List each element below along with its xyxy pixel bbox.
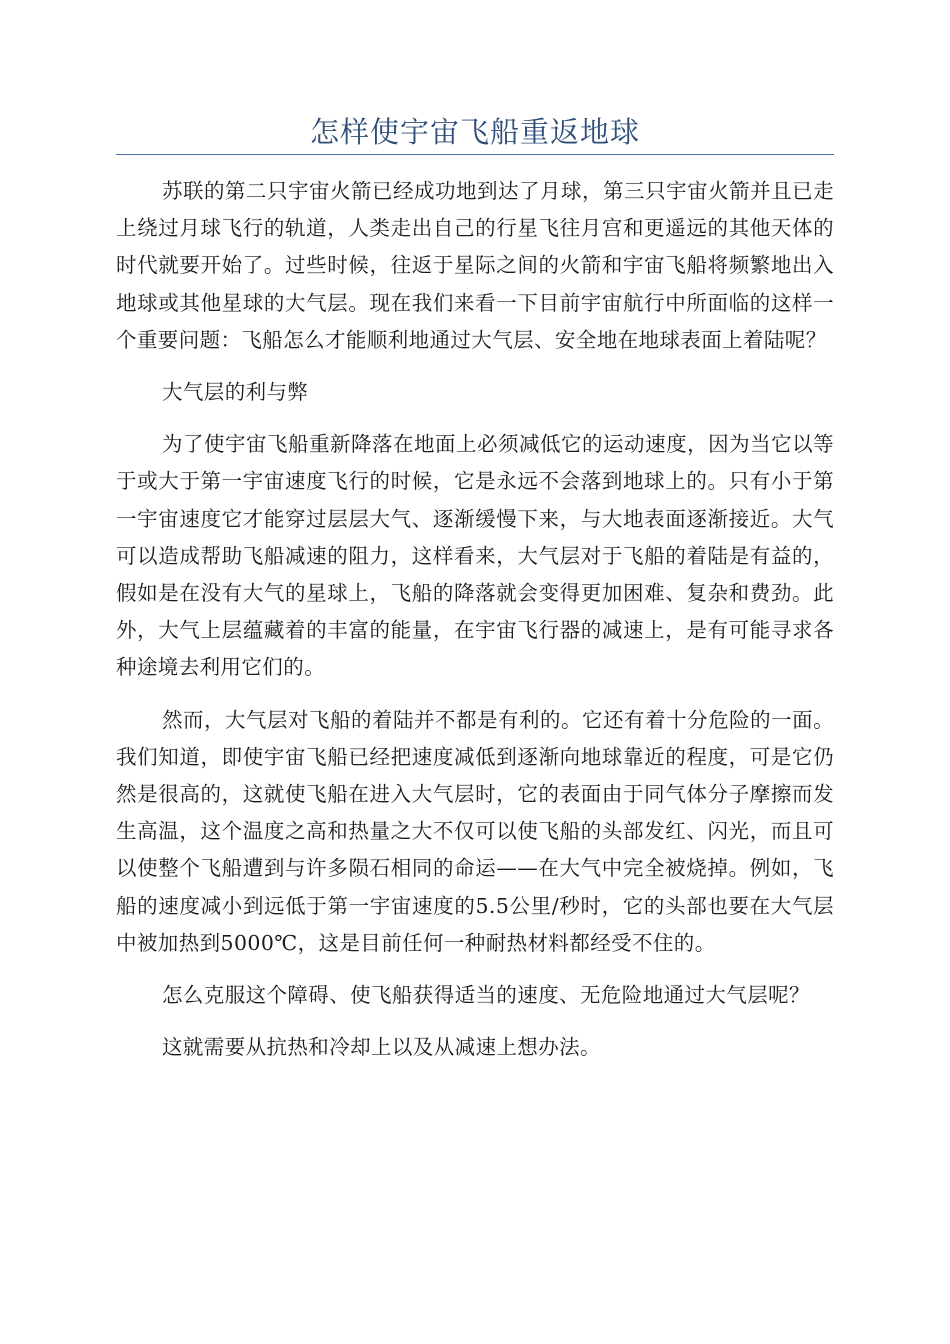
paragraph-dangers: 然而，大气层对飞船的着陆并不都是有利的。它还有着十分危险的一面。我们知道，即使宇宙飞船已经把速度减低到逐渐向地球靠近的程度，可是它仍然是很高的，这就使飞船在进入大气层时，它的表面由于同气体分子摩擦而发生高温，这个温度之高和热量之大不仅可以使飞船的头部发红、闪光，而且可以使整个飞船遭到与许多陨石相同的命运——在大气中完全被烧掉。例如，飞船的速度减小到远低于第一宇宙速度的5.5公里/秒时，它的头部也要在大气层中被加热到5000℃，这是目前任何一种耐热材料都经受不住的。 [116, 707, 834, 955]
paragraph-benefits: 为了使宇宙飞船重新降落在地面上必须减低它的运动速度，因为当它以等于或大于第一宇宙速度飞行的时候，它是永远不会落到地球上的。只有小于第一宇宙速度它才能穿过层层大气、逐渐缓慢下来，与大地表面逐渐接近。大气可以造成帮助飞船减速的阻力，这样看来，大气层对于飞船的着陆是有益的，假如是在没有大气的星球上，飞船的降落就会变得更加困难、复杂和费劲。此外，大气上层蕴藏着的丰富的能量，在宇宙飞行器的减速上，是有可能寻求各种途境去利用它们的。 [116, 432, 834, 680]
paragraph-solution: 这就需要从抗热和冷却上以及从减速上想办法。 [162, 1035, 601, 1060]
document-body [116, 173, 834, 1081]
document-title: 怎样使宇宙飞船重返地球 [309, 115, 640, 149]
section-heading: 大气层的利与弊 [162, 380, 309, 405]
title-underline [116, 154, 834, 155]
paragraph-intro: 苏联的第二只宇宙火箭已经成功地到达了月球，第三只宇宙火箭并且已走上绕过月球飞行的轨道，人类走出自己的行星飞往月宫和更遥远的其他天体的时代就要开始了。过些时候，往返于星际之间的火箭和宇宙飞船将频繁地出入地球或其他星球的大气层。现在我们来看一下目前宇宙航行中所面临的这样一个重要问题：飞船怎么才能顺利地通过大气层、安全地在地球表面上着陆呢？ [116, 179, 834, 352]
paragraph-question: 怎么克服这个障碍、使飞船获得适当的速度、无危险地通过大气层呢？ [162, 983, 810, 1008]
